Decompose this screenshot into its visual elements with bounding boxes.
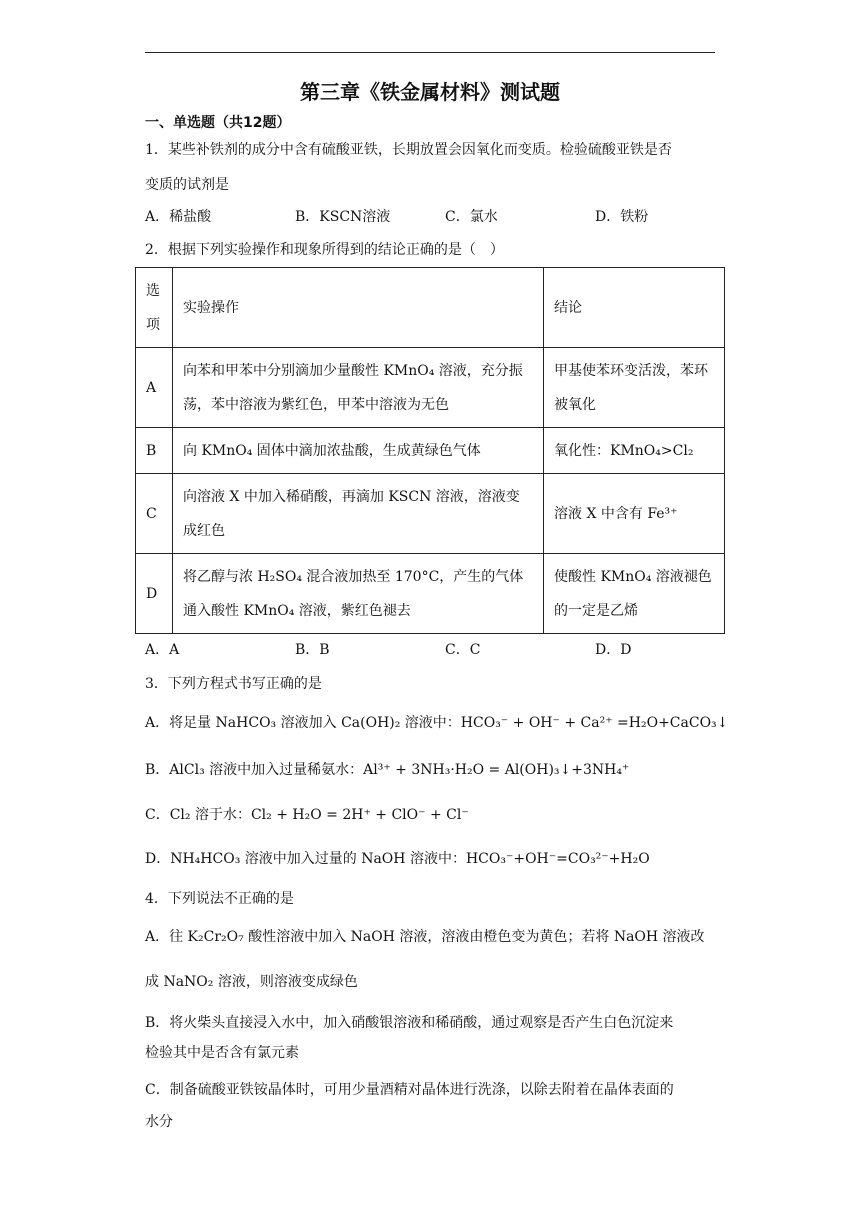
row-a-operation-line2: 荡，苯中溶液为紫红色，甲苯中溶液为无色 (183, 396, 449, 413)
q2-option-c: C．C (445, 642, 481, 658)
row-d-conclusion-line2: 的一定是乙烯 (554, 602, 638, 619)
table-row (136, 428, 725, 474)
page-title: 第三章《铁金属材料》测试题 (300, 80, 560, 104)
q4-option-b-line2: 检验其中是否含有氯元素 (145, 1045, 299, 1061)
q1-stem-line2: 变质的试剂是 (145, 177, 229, 193)
row-d-option: D (136, 554, 173, 634)
row-c-operation-line1: 向溶液 X 中加入稀硝酸，再滴加 KSCN 溶液，溶液变 (183, 488, 520, 505)
row-d-conclusion (544, 554, 725, 634)
table-row (136, 474, 725, 554)
row-d-operation-line1: 将乙醇与浓 H₂SO₄ 混合液加热至 170°C，产生的气体 (183, 568, 524, 585)
row-c-option: C (136, 474, 173, 554)
row-b-option: B (136, 428, 173, 474)
q2-option-b: B．B (295, 642, 330, 658)
q2-stem: 2．根据下列实验操作和现象所得到的结论正确的是（ ） (145, 242, 504, 258)
q4-stem: 4．下列说法不正确的是 (145, 891, 294, 907)
q3-option-a: A．将足量 NaHCO₃ 溶液加入 Ca(OH)₂ 溶液中：HCO₃⁻ + OH⁻ + Ca²⁺ =H₂O+CaCO₃↓ (145, 715, 729, 731)
q1-option-d: D．铁粉 (595, 209, 649, 225)
row-a-conclusion (544, 348, 725, 428)
table-header-row (136, 268, 725, 348)
table-row (136, 348, 725, 428)
q3-option-b: B．AlCl₃ 溶液中加入过量稀氨水：Al³⁺ + 3NH₃·H₂O = Al(OH)₃↓+3NH₄⁺ (145, 762, 630, 778)
header-rule (145, 52, 715, 53)
q2-table (135, 267, 725, 634)
q3-option-c: C．Cl₂ 溶于水：Cl₂ + H₂O = 2H⁺ + ClO⁻ + Cl⁻ (145, 807, 469, 823)
header-operation: 实验操作 (173, 268, 544, 348)
header-option-1: 选 (146, 282, 160, 299)
header-option-2: 项 (146, 316, 160, 333)
q4-option-b-line1: B．将火柴头直接浸入水中，加入硝酸银溶液和稀硝酸，通过观察是否产生白色沉淀来 (145, 1015, 674, 1031)
header-conclusion: 结论 (544, 268, 725, 348)
row-c-operation (173, 474, 544, 554)
q2-option-d: D．D (595, 642, 632, 658)
row-a-operation-line1: 向苯和甲苯中分别滴加少量酸性 KMnO₄ 溶液，充分振 (183, 362, 523, 379)
row-d-conclusion-line1: 使酸性 KMnO₄ 溶液褪色 (554, 568, 712, 585)
q2-option-a: A．A (145, 642, 180, 658)
q3-stem: 3．下列方程式书写正确的是 (145, 676, 322, 692)
table-row (136, 554, 725, 634)
q4-option-c-line1: C．制备硫酸亚铁铵晶体时，可用少量酒精对晶体进行洗涤，以除去附着在晶体表面的 (145, 1082, 674, 1098)
row-a-conclusion-line2: 被氧化 (554, 396, 596, 413)
q4-option-a-line2: 成 NaNO₂ 溶液，则溶液变成绿色 (145, 974, 358, 990)
q1-option-c: C．氯水 (445, 209, 498, 225)
row-a-operation (173, 348, 544, 428)
section-heading: 一、单选题（共12题） (145, 115, 291, 131)
row-d-operation (173, 554, 544, 634)
row-d-operation-line2: 通入酸性 KMnO₄ 溶液，紫红色褪去 (183, 602, 411, 619)
q1-option-a: A．稀盐酸 (145, 209, 212, 225)
q4-option-a-line1: A．往 K₂Cr₂O₇ 酸性溶液中加入 NaOH 溶液，溶液由橙色变为黄色；若将 NaOH 溶液改 (145, 929, 705, 945)
header-option-cell (136, 268, 173, 348)
q4-option-c-line2: 水分 (145, 1114, 173, 1130)
row-b-conclusion: 氧化性：KMnO₄>Cl₂ (544, 428, 725, 474)
q3-option-d: D．NH₄HCO₃ 溶液中加入过量的 NaOH 溶液中：HCO₃⁻+OH⁻=CO₃²⁻+H₂O (145, 851, 650, 867)
row-a-conclusion-line1: 甲基使苯环变活泼，苯环 (554, 362, 708, 379)
row-a-option: A (136, 348, 173, 428)
q1-stem-line1: 1．某些补铁剂的成分中含有硫酸亚铁，长期放置会因氧化而变质。检验硫酸亚铁是否 (145, 142, 672, 158)
q1-option-b: B．KSCN溶液 (295, 209, 391, 225)
row-b-operation: 向 KMnO₄ 固体中滴加浓盐酸，生成黄绿色气体 (173, 428, 544, 474)
row-c-operation-line2: 成红色 (183, 522, 225, 539)
row-c-conclusion: 溶液 X 中含有 Fe³⁺ (544, 474, 725, 554)
